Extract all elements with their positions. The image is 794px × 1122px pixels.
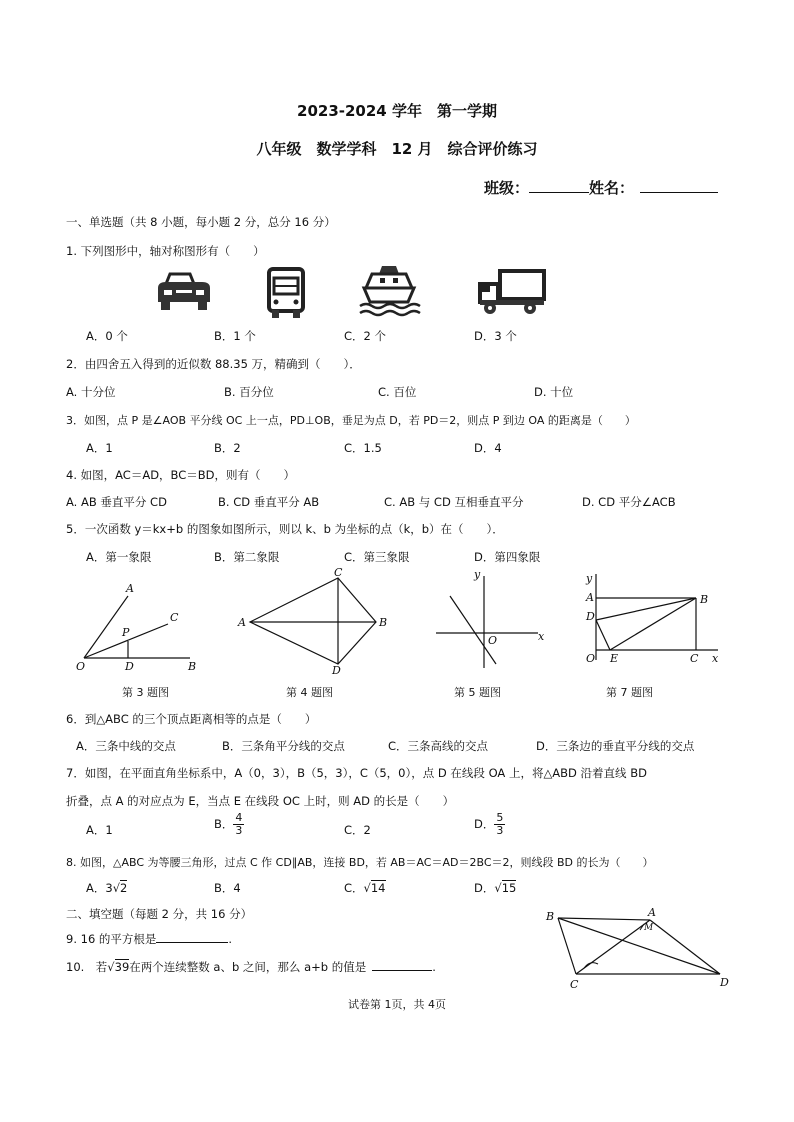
fig5-label-y: y: [474, 568, 481, 581]
q5-option-b[interactable]: B．第二象限: [214, 550, 280, 564]
figure-3: [70, 580, 210, 675]
q8-option-a[interactable]: A．3√2: [86, 881, 128, 895]
q10-answer-blank[interactable]: [372, 958, 432, 971]
fig7-label-d: D: [586, 610, 595, 623]
fig8-label-m: M: [644, 923, 654, 933]
q9-stem: 9. 16 的平方根是: [66, 932, 157, 946]
q8-stem: 8. 如图，△ABC 为等腰三角形，过点 C 作 CD∥AB，连接 BD，若 AB＝AC＝AD＝2BC＝2，则线段 BD 的长为（ ）: [66, 856, 654, 869]
fig8-segment-bd: [558, 918, 720, 974]
fig3-label-p: P: [122, 626, 130, 639]
fig7-segment-eb: [610, 598, 696, 650]
figure-7: [582, 568, 722, 668]
q9-answer-blank[interactable]: [156, 930, 228, 943]
q5-option-d[interactable]: D．第四象限: [474, 550, 541, 564]
fig4-label-d: D: [332, 664, 341, 677]
fig4-label-b: B: [379, 616, 388, 629]
fig7-segment-de: [596, 620, 610, 650]
q1-option-b[interactable]: B．1 个: [214, 329, 256, 343]
fig3-label-d: D: [125, 660, 134, 673]
fig8-label-a: A: [648, 906, 656, 919]
class-name-line: [484, 177, 718, 198]
fig7-label-x: x: [712, 652, 719, 665]
class-blank[interactable]: [529, 180, 589, 193]
q4-stem: 4. 如图，AC＝AD，BC＝BD，则有（ ）: [66, 468, 296, 482]
q3-option-b[interactable]: B．2: [214, 441, 241, 455]
figure-5: [430, 568, 550, 678]
q6-stem: 6．到△ABC 的三个顶点距离相等的点是（ ）: [66, 712, 317, 726]
q7-option-d[interactable]: D． $\frac{5}{3}$: [474, 811, 504, 837]
q1-option-d[interactable]: D．3 个: [474, 329, 517, 343]
q5-stem: 5．一次函数 y＝kx+b 的图象如图所示，则以 k、b 为坐标的点（k，b）在（ ）．: [66, 522, 504, 536]
figure-4-caption: 第 4 题图: [286, 686, 333, 699]
bus-icon: [266, 266, 306, 320]
q1-option-a[interactable]: A．0 个: [86, 329, 128, 343]
fig3-label-o: O: [76, 660, 86, 673]
q1-stem: 1. 下列图形中，轴对称图形有（ ）: [66, 244, 265, 258]
fig8-segment-ba: [558, 918, 650, 920]
q3-option-d[interactable]: D．4: [474, 441, 502, 455]
fig7-label-b: B: [700, 593, 709, 606]
fig7-label-c: C: [690, 652, 699, 665]
q6-option-c[interactable]: C．三条高线的交点: [388, 739, 489, 753]
figure-3-caption: 第 3 题图: [122, 686, 169, 699]
fig4-quadrilateral: [250, 578, 376, 664]
q4-option-b[interactable]: B. CD 垂直平分 AB: [218, 495, 320, 509]
name-label: 姓名：: [589, 179, 635, 197]
fig5-label-x: x: [538, 630, 545, 643]
fig7-label-o: O: [586, 652, 596, 665]
q10-line: 10. 若√39在两个连续整数 a、b 之间，那么 a+b 的值是 .: [66, 960, 436, 974]
fig7-label-y: y: [586, 572, 593, 585]
q10-stem: 在两个连续整数 a、b 之间，那么 a+b 的值是: [129, 960, 367, 974]
q8-option-b[interactable]: B．4: [214, 881, 241, 895]
figure-7-caption: 第 7 题图: [606, 686, 653, 699]
q2-option-d[interactable]: D. 十位: [534, 385, 574, 399]
q5-option-a[interactable]: A．第一象限: [86, 550, 152, 564]
fig7-label-e: E: [610, 652, 619, 665]
q7-stem-line1: 7．如图，在平面直角坐标系中，A（0，3），B（5，3），C（5，0），点 D 在线段 OA 上，将△ABD 沿着直线 BD: [66, 766, 647, 780]
fig7-label-a: A: [586, 591, 594, 604]
fig8-segment-ad: [650, 920, 720, 974]
q6-option-a[interactable]: A．三条中线的交点: [76, 739, 176, 753]
car-icon: [154, 268, 214, 318]
fig8-segment-bc: [558, 918, 576, 974]
q9-line: 9. 16 的平方根是 .: [66, 932, 233, 946]
q8-option-c[interactable]: C．√14: [344, 881, 386, 895]
exam-title-subject: 八年级 数学学科 12 月 综合评价练习: [256, 140, 538, 158]
q3-stem: 3．如图，点 P 是∠AOB 平分线 OC 上一点，PD⊥OB，垂足为点 D，若 PD＝2，则点 P 到边 OA 的距离是（ ）: [66, 414, 636, 427]
sqrt-sign: √: [494, 881, 502, 895]
sqrt-sign: √: [363, 881, 371, 895]
fig8-label-c: C: [570, 978, 579, 991]
q8-option-d[interactable]: D．√15: [474, 881, 517, 895]
exam-title-year: 2023-2024 学年 第一学期: [297, 102, 497, 120]
q7-option-c[interactable]: C．2: [344, 823, 371, 837]
q2-option-a[interactable]: A. 十分位: [66, 385, 116, 399]
fig8-label-d: D: [720, 976, 729, 989]
section-1-title: 一、单选题（共 8 小题，每小题 2 分，总分 16 分）: [66, 215, 336, 229]
fig4-label-c: C: [334, 566, 343, 579]
sqrt-sign: √: [112, 881, 121, 895]
q2-stem: 2．由四舍五入得到的近似数 88.35 万，精确到（ ）．: [66, 357, 361, 371]
fig3-label-b: B: [188, 660, 197, 673]
fig5-label-o: O: [488, 634, 498, 647]
q7-option-a[interactable]: A．1: [86, 823, 113, 837]
q7-option-b[interactable]: B． $\frac{4}{3}$: [214, 811, 243, 837]
sqrt-sign: √: [107, 960, 115, 974]
figure-4: [234, 568, 394, 678]
q6-option-d[interactable]: D．三条边的垂直平分线的交点: [536, 739, 695, 753]
truck-icon: [476, 268, 548, 316]
fig3-label-c: C: [170, 611, 179, 624]
name-blank[interactable]: [640, 180, 718, 193]
page-footer: 试卷第 1页，共 4页: [348, 998, 446, 1011]
q3-option-c[interactable]: C．1.5: [344, 441, 382, 455]
q2-option-b[interactable]: B. 百分位: [224, 385, 274, 399]
q5-option-c[interactable]: C．第三象限: [344, 550, 410, 564]
fig8-label-b: B: [546, 910, 555, 923]
fig5-line-graph: [450, 596, 496, 664]
q1-option-c[interactable]: C．2 个: [344, 329, 387, 343]
figure-5-caption: 第 5 题图: [454, 686, 501, 699]
class-label: 班级：: [484, 179, 530, 197]
q4-option-c[interactable]: C. AB 与 CD 互相垂直平分: [384, 495, 524, 509]
figure-8: [540, 906, 740, 996]
q4-option-d[interactable]: D. CD 平分∠ACB: [582, 495, 676, 509]
fig4-label-a: A: [238, 616, 246, 629]
q7-stem-line2: 折叠，点 A 的对应点为 E，当点 E 在线段 OC 上时，则 AD 的长是（ ）: [66, 794, 455, 808]
fig3-label-a: A: [126, 582, 134, 595]
section-2-title: 二、填空题（每题 2 分，共 16 分）: [66, 907, 253, 921]
q6-option-b[interactable]: B．三条角平分线的交点: [222, 739, 345, 753]
q3-option-a[interactable]: A．1: [86, 441, 113, 455]
q2-option-c[interactable]: C. 百位: [378, 385, 417, 399]
fig7-segment-db: [596, 598, 696, 620]
q4-option-a[interactable]: A. AB 垂直平分 CD: [66, 495, 167, 509]
boat-icon: [358, 262, 420, 318]
